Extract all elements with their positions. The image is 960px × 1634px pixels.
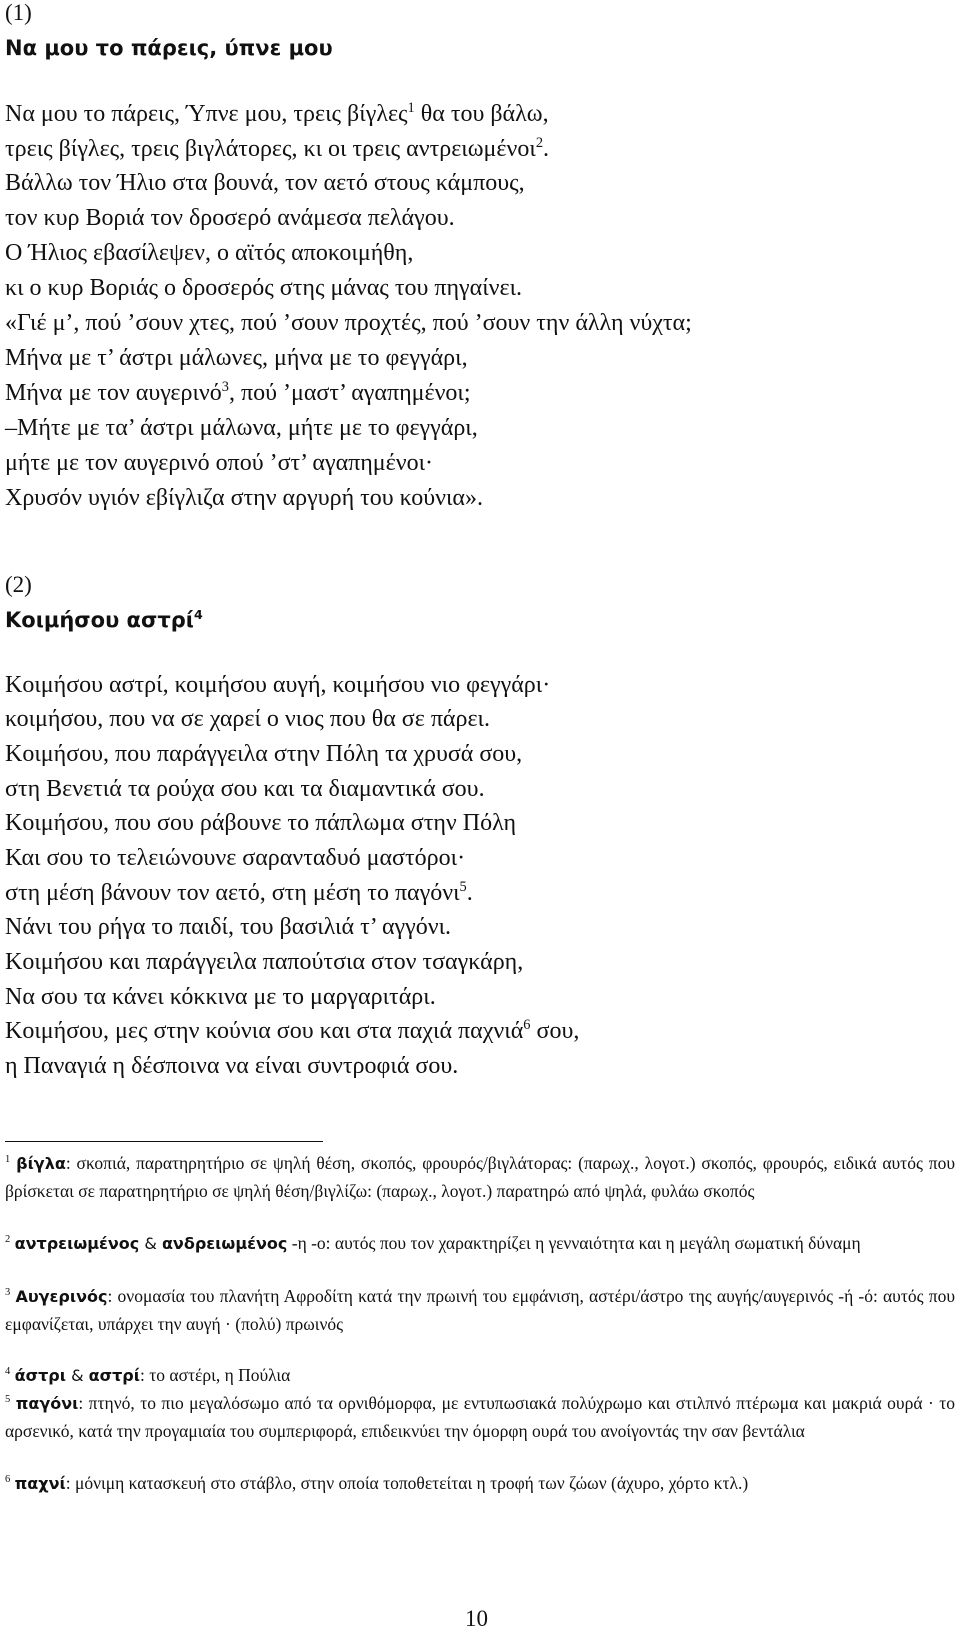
footnote-ref: 1 bbox=[407, 100, 415, 116]
verse-line: η Παναγιά η δέσποινα να είναι συντροφιά σου. bbox=[5, 1053, 459, 1079]
verse-line: Να σου τα κάνει κόκκινα με το μαργαριτάρι. bbox=[5, 984, 436, 1010]
verse-line: «Γιέ μ’, πού ’σουν χτες, πού ’σουν προχτές, πού ’σουν την άλλη νύχτα; bbox=[5, 310, 692, 336]
footnote-term: άστρι bbox=[14, 1366, 66, 1385]
verse-line: Κοιμήσου αστρί, κοιμήσου αυγή, κοιμήσου νιο φεγγάρι· bbox=[5, 672, 551, 698]
verse-line: στη μέση βάνουν τον αετό, στη μέση το παγόνι$^5$. bbox=[5, 879, 473, 906]
footnote: $^5$ παγόνι: πτηνό, το πιο μεγαλόσωμο από τα ορνιθόμορφα, με εντυπωσιακά πολύχρωμο και στιλπνό πτέρωμα και μακριά ουρά · το αρσενικό, κατά την προγαμιαία του συμπεριφορά, επιδεικνύει την όμορφη ουρά του ανοίγοντάς την σαν βεντάλια bbox=[5, 1393, 955, 1441]
verse-line: –Μήτε με τα’ άστρι μάλωνα, μήτε με το φεγγάρι, bbox=[5, 415, 478, 441]
verse-line: Κοιμήσου, μες στην κούνια σου και στα παχιά παχνιά$^6$ σου, bbox=[5, 1017, 580, 1044]
footnote-ref: 4 bbox=[193, 607, 203, 622]
footnote-term: ανδρειωμένος bbox=[161, 1234, 288, 1253]
verse-line: Νάνι του ρήγα το παιδί, του βασιλιά τ’ αγγόνι. bbox=[5, 914, 452, 940]
footnote-term: παγόνι bbox=[15, 1394, 79, 1413]
verse-line: μήτε με τον αυγερινό οπού ’στ’ αγαπημένοι· bbox=[5, 450, 434, 476]
verse-line: τον κυρ Βοριά τον δροσερό ανάμεσα πελάγου. bbox=[5, 205, 455, 231]
footnote-term: βίγλα bbox=[16, 1154, 66, 1173]
poem-title: Να μου το πάρεις, ύπνε μου bbox=[5, 36, 333, 60]
page-number: 10 bbox=[465, 1606, 488, 1631]
verse-line: κι ο κυρ Βοριάς ο δροσερός στης μάνας του πηγαίνει. bbox=[5, 275, 523, 301]
verse-line: Και σου το τελειώνουνε σαρανταδυό μαστόροι· bbox=[5, 845, 466, 871]
footnote-term: αντρειωμένος bbox=[14, 1234, 140, 1253]
verse-line: στη Βενετιά τα ρούχα σου και τα διαμαντικά σου. bbox=[5, 776, 485, 802]
verse-line: Ο Ήλιος εβασίλεψεν, ο αϊτός αποκοιμήθη, bbox=[5, 240, 414, 266]
verse-line: Κοιμήσου, που σου ράβουνε το πάπλωμα στην Πόλη bbox=[5, 810, 517, 836]
footnote: $^2$ αντρειωμένος & ανδρειωμένος -η -ο: αυτός που τον χαρακτηρίζει η γενναιότητα και η μεγάλη σωματική δύναμη bbox=[5, 1233, 861, 1253]
footnote-ref: 2 bbox=[535, 135, 544, 151]
footnote: $^3$ Αυγερινός: ονομασία του πλανήτη Αφροδίτη κατά την πρωινή του εμφάνιση, αστέρι/άστρο της αυγής/αυγερινός -ή -ό: αυτός που εμφανίζεται, υπάρχει την αυγή · (πολύ) πρωινός bbox=[5, 1286, 955, 1334]
verse-line: Χρυσόν υγιόν εβίγλιζα στην αργυρή του κούνια». bbox=[5, 485, 483, 511]
verse-line: κοιμήσου, που να σε χαρεί ο νιος που θα σε πάρει. bbox=[5, 706, 491, 732]
verse-line: Κοιμήσου, που παράγγειλα στην Πόλη τα χρυσά σου, bbox=[5, 741, 523, 767]
verse-line: Κοιμήσου και παράγγειλα παπούτσια στον τσαγκάρη, bbox=[5, 949, 524, 975]
footnote-term: παχνί bbox=[14, 1474, 66, 1493]
footnote-term: αστρί bbox=[88, 1366, 140, 1385]
poem-number: (2) bbox=[5, 572, 32, 597]
footnote-ref: 5 bbox=[459, 879, 467, 895]
verse-line: Μήνα με τ’ άστρι μάλωνες, μήνα με το φεγγάρι, bbox=[5, 345, 468, 371]
footnote: $^1$ βίγλα: σκοπιά, παρατηρητήριο σε ψηλή θέση, σκοπός, φρουρός/βιγλάτορας: (παρωχ., λογοτ.) σκοπός, φρουρός, ειδικά αυτός που βρίσκεται σε παρατηρητήριο σε ψηλή θέση/βιγλίζω: (παρωχ., λογοτ.) παρατηρώ από ψηλά, φυλάω σκοπός bbox=[5, 1153, 955, 1201]
footnote-term: Αυγερινός bbox=[15, 1287, 108, 1306]
verse-line: Βάλλω τον Ήλιο στα βουνά, τον αετό στους κάμπους, bbox=[5, 170, 525, 196]
verse-line: Να μου το πάρεις, Ύπνε μου, τρεις βίγλες$^1$ θα του βάλω, bbox=[5, 100, 549, 127]
poem-number: (1) bbox=[5, 0, 32, 25]
verse-line: Μήνα με τον αυγερινό$^3$, πού ’μαστ’ αγαπημένοι; bbox=[5, 379, 471, 406]
footnote: $^6$ παχνί: μόνιμη κατασκευή στο στάβλο, στην οποία τοποθετείται η τροφή των ζώων (άχυρο, χόρτο κτλ.) bbox=[5, 1473, 749, 1493]
footnote-ref: 3 bbox=[221, 379, 229, 395]
footnote-ref: 6 bbox=[523, 1017, 531, 1033]
poem-title: Κοιμήσου αστρί$^4$ bbox=[5, 607, 203, 632]
footnote-separator bbox=[5, 1141, 323, 1142]
verse-line: τρεις βίγλες, τρεις βιγλάτορες, κι οι τρεις αντρειωμένοι$^2$. bbox=[5, 135, 550, 162]
footnote: $^4$ άστρι & αστρί: το αστέρι, η Πούλια bbox=[5, 1365, 291, 1385]
